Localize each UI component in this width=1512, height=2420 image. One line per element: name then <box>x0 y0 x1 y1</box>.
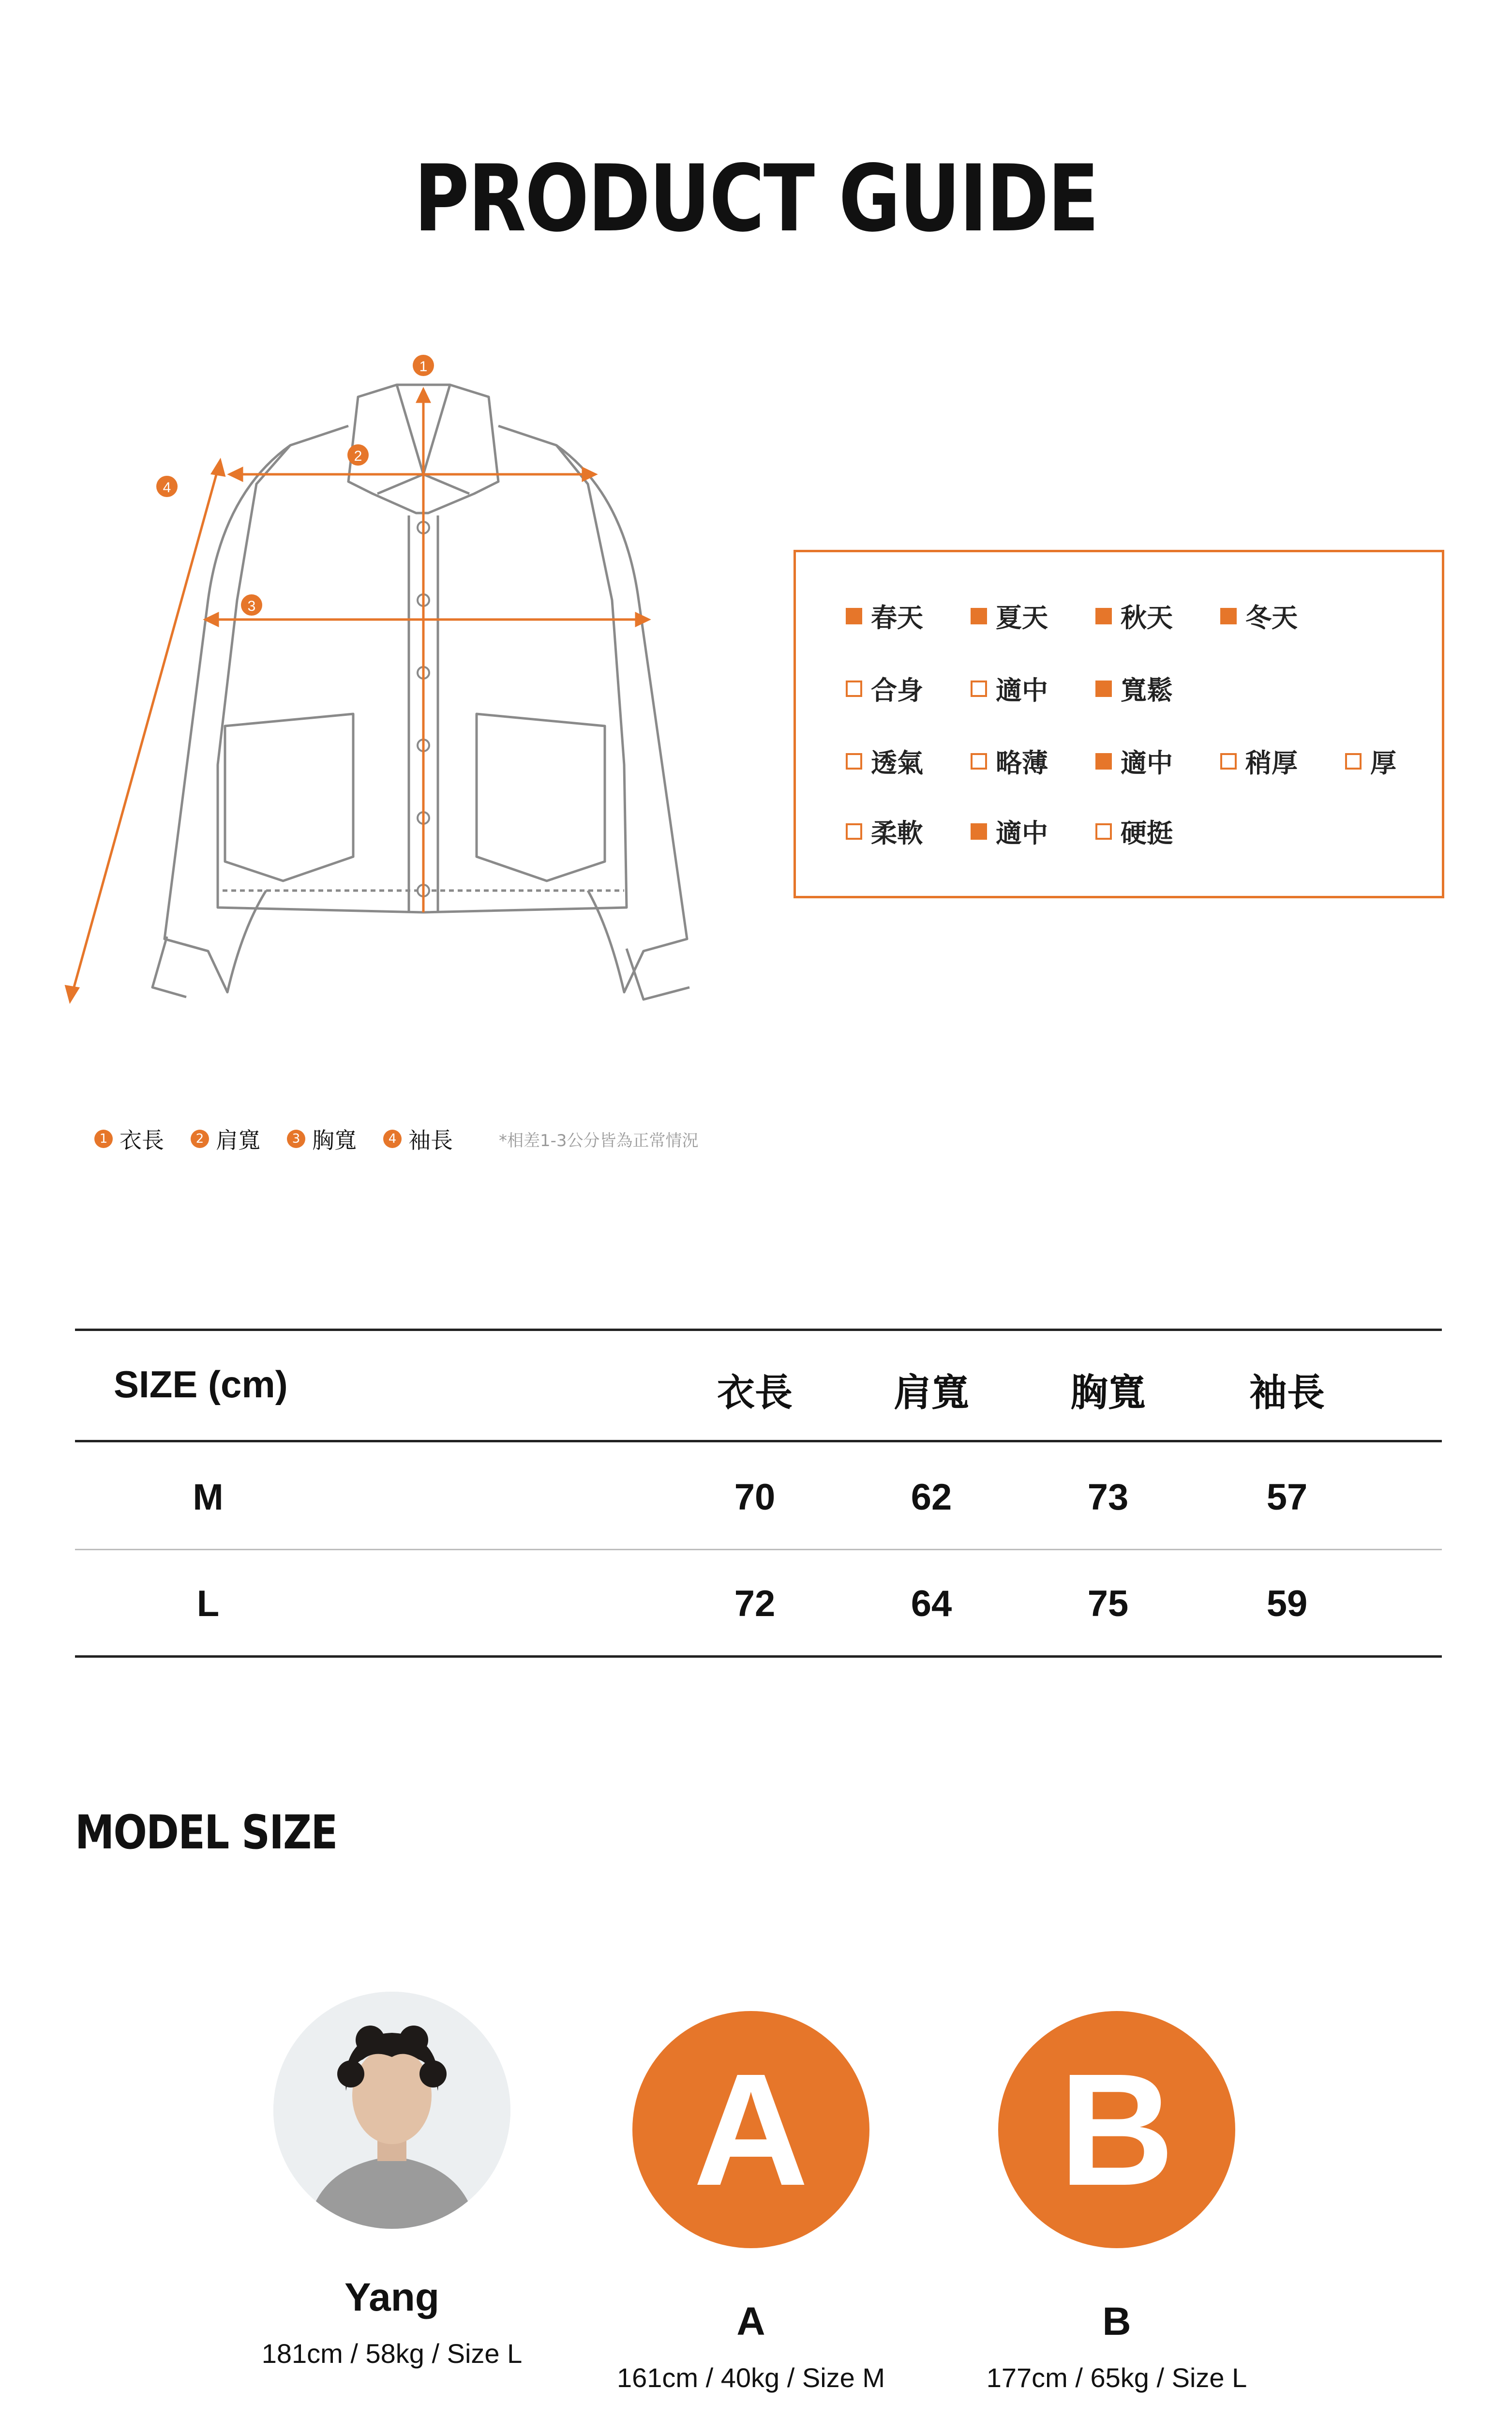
jacket-measurement-diagram <box>63 348 760 1036</box>
legend-label: 袖長 <box>408 1127 453 1153</box>
attribute-label: 夏天 <box>996 603 1048 633</box>
marker-2: 2 <box>354 448 362 464</box>
attribute-label: 硬挺 <box>1121 818 1173 848</box>
checkbox-checked-icon <box>1095 681 1112 697</box>
table-header-size: SIZE (cm) <box>114 1363 288 1406</box>
attribute-item <box>1220 597 1345 635</box>
attribute-item <box>1095 670 1220 707</box>
table-top-rule <box>75 1329 1442 1331</box>
table-cell-size: L <box>196 1583 220 1624</box>
checkbox-empty-icon <box>1095 823 1112 840</box>
attribute-label: 透氣 <box>871 748 923 778</box>
attribute-item <box>971 670 1095 707</box>
table-cell: 62 <box>911 1477 952 1518</box>
table-cell: 70 <box>734 1477 776 1518</box>
attribute-label: 秋天 <box>1121 603 1173 633</box>
measurement-legend <box>94 1123 699 1155</box>
checkbox-empty-icon <box>846 681 862 697</box>
attribute-item <box>971 742 1095 780</box>
attribute-label: 寬鬆 <box>1121 675 1173 706</box>
attribute-item <box>971 813 1095 850</box>
attribute-label: 合身 <box>871 675 923 706</box>
checkbox-empty-icon <box>846 753 862 770</box>
attribute-item <box>1345 742 1396 780</box>
legend-item <box>287 1123 357 1155</box>
checkbox-empty-icon <box>1345 753 1362 770</box>
checkbox-empty-icon <box>1220 753 1237 770</box>
model-info: 161cm / 40kg / Size M <box>616 2362 885 2393</box>
model-avatar <box>273 1992 510 2229</box>
attribute-label: 厚 <box>1370 748 1396 778</box>
checkbox-checked-icon <box>1095 753 1112 770</box>
model-info: 177cm / 65kg / Size L <box>986 2362 1247 2393</box>
attribute-item <box>1095 742 1220 780</box>
checkbox-empty-icon <box>971 753 987 770</box>
fit-row <box>846 670 1220 707</box>
table-bottom-rule <box>75 1655 1442 1658</box>
checkbox-checked-icon <box>1220 608 1237 624</box>
attribute-label: 春天 <box>871 603 923 633</box>
attribute-label: 冬天 <box>1245 603 1298 633</box>
model-badge-a: A <box>632 2011 869 2248</box>
attribute-label: 適中 <box>1121 748 1173 778</box>
checkbox-empty-icon <box>971 681 987 697</box>
marker-3: 3 <box>247 598 256 614</box>
legend-number: 1 <box>94 1130 113 1148</box>
checkbox-checked-icon <box>971 823 987 840</box>
attribute-item <box>846 813 971 850</box>
thickness-row <box>846 742 1396 780</box>
checkbox-empty-icon <box>846 823 862 840</box>
person-photo-icon <box>273 1992 510 2229</box>
model-badge-b: B <box>998 2011 1235 2248</box>
table-cell: 75 <box>1087 1583 1129 1624</box>
attribute-label: 略薄 <box>996 748 1048 778</box>
legend-number: 2 <box>191 1130 209 1148</box>
diagram-markers <box>156 355 434 616</box>
checkbox-checked-icon <box>1095 608 1112 624</box>
attribute-item <box>1220 742 1345 780</box>
model-info: 181cm / 58kg / Size L <box>261 2338 523 2369</box>
legend-label: 衣長 <box>120 1127 164 1153</box>
checkbox-checked-icon <box>846 608 862 624</box>
legend-label: 肩寬 <box>216 1127 260 1153</box>
attribute-item <box>846 742 971 780</box>
attribute-label: 適中 <box>996 675 1048 706</box>
legend-number: 4 <box>383 1130 402 1148</box>
tolerance-note: *相差1-3公分皆為正常情況 <box>499 1131 699 1150</box>
attribute-item <box>846 597 971 635</box>
model-name: Yang <box>344 2275 439 2319</box>
table-cell: 59 <box>1266 1583 1308 1624</box>
model-name: B <box>1102 2299 1131 2344</box>
legend-item <box>94 1123 164 1155</box>
legend-label: 胸寬 <box>312 1127 357 1153</box>
table-cell: 57 <box>1266 1477 1308 1518</box>
table-cell: 72 <box>734 1583 776 1624</box>
attribute-item <box>971 597 1095 635</box>
fabric-attributes-box <box>793 550 1444 898</box>
legend-item <box>383 1123 453 1155</box>
table-header-shoulder: 肩寬 <box>893 1371 969 1415</box>
attribute-item <box>846 670 971 707</box>
marker-1: 1 <box>419 359 428 375</box>
table-cell: 64 <box>911 1583 952 1624</box>
model-name: A <box>736 2299 765 2344</box>
table-cell: 73 <box>1087 1477 1129 1518</box>
table-row-divider <box>75 1549 1442 1550</box>
marker-4: 4 <box>163 480 171 496</box>
texture-row <box>846 813 1220 850</box>
model-size-title: MODEL SIZE <box>75 1805 337 1860</box>
table-header-rule <box>75 1440 1442 1442</box>
table-header-chest: 胸寬 <box>1070 1371 1146 1415</box>
attribute-label: 稍厚 <box>1245 748 1298 778</box>
season-row <box>846 597 1345 635</box>
attribute-item <box>1095 597 1220 635</box>
attribute-label: 柔軟 <box>871 818 923 848</box>
page-title: PRODUCT GUIDE <box>414 145 1098 252</box>
table-header-sleeve: 袖長 <box>1249 1371 1325 1415</box>
legend-item <box>191 1123 260 1155</box>
table-header-length: 衣長 <box>717 1371 793 1415</box>
attribute-label: 適中 <box>996 818 1048 848</box>
legend-number: 3 <box>287 1130 305 1148</box>
attribute-item <box>1095 813 1220 850</box>
checkbox-checked-icon <box>971 608 987 624</box>
table-cell-size: M <box>193 1477 224 1518</box>
